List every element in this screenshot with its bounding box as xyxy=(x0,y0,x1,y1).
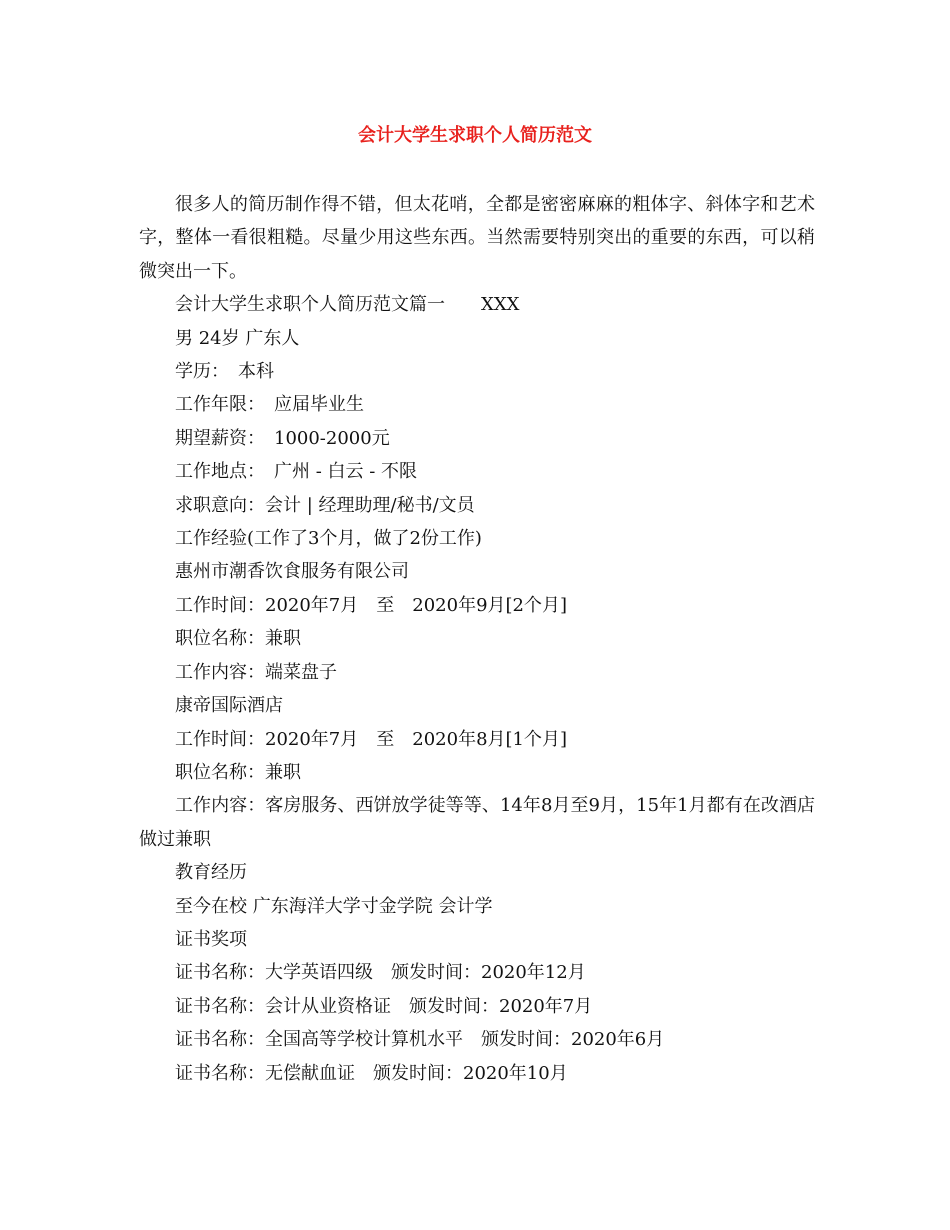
work-location: 工作地点： 广州 - 白云 - 不限 xyxy=(175,461,418,483)
certificate-entry: 证书名称：会计从业资格证 颁发时间：2020年7月 xyxy=(175,995,593,1017)
job-intention: 求职意向：会计 | 经理助理/秘书/文员 xyxy=(175,494,475,516)
position-title: 职位名称：兼职 xyxy=(175,761,301,783)
expected-salary: 期望薪资： 1000-2000元 xyxy=(175,427,390,449)
document-title: 会计大学生求职个人简历范文 xyxy=(358,125,592,146)
work-years: 工作年限： 应届毕业生 xyxy=(175,394,364,416)
work-period: 工作时间：2020年7月 至 2020年8月[1个月] xyxy=(175,728,568,750)
certificate-entry: 证书名称：大学英语四级 颁发时间：2020年12月 xyxy=(175,962,586,984)
position-title: 职位名称：兼职 xyxy=(175,628,301,650)
intro-paragraph: 很多人的简历制作得不错，但太花哨，全都是密密麻麻的粗体字、斜体字和艺术字，整体一看很粗糙。尽量少用这些东西。当然需要特别突出的重要的东西，可以稍微突出一下。 xyxy=(139,194,815,282)
education-heading: 教育经历 xyxy=(175,862,247,884)
work-period: 工作时间：2020年7月 至 2020年9月[2个月] xyxy=(175,594,568,616)
education-level: 学历： 本科 xyxy=(175,361,274,383)
company-name: 惠州市潮香饮食服务有限公司 xyxy=(175,561,409,583)
resume-heading: 会计大学生求职个人简历范文篇一 XXX xyxy=(175,294,520,316)
certificates-heading: 证书奖项 xyxy=(175,928,247,950)
personal-info: 男 24岁 广东人 xyxy=(175,327,300,349)
work-content: 工作内容：端菜盘子 xyxy=(175,661,337,683)
work-experience-heading: 工作经验(工作了3个月，做了2份工作) xyxy=(175,528,482,550)
education-entry: 至今在校 广东海洋大学寸金学院 会计学 xyxy=(175,895,493,917)
certificate-entry: 证书名称：全国高等学校计算机水平 颁发时间：2020年6月 xyxy=(175,1029,665,1051)
company-name: 康帝国际酒店 xyxy=(175,695,283,717)
document-body xyxy=(139,188,815,1090)
certificate-entry: 证书名称：无偿献血证 颁发时间：2020年10月 xyxy=(175,1062,568,1084)
work-content: 工作内容：客房服务、西饼放学徒等等、14年8月至9月，15年1月都有在改酒店做过兼职 xyxy=(139,795,815,850)
